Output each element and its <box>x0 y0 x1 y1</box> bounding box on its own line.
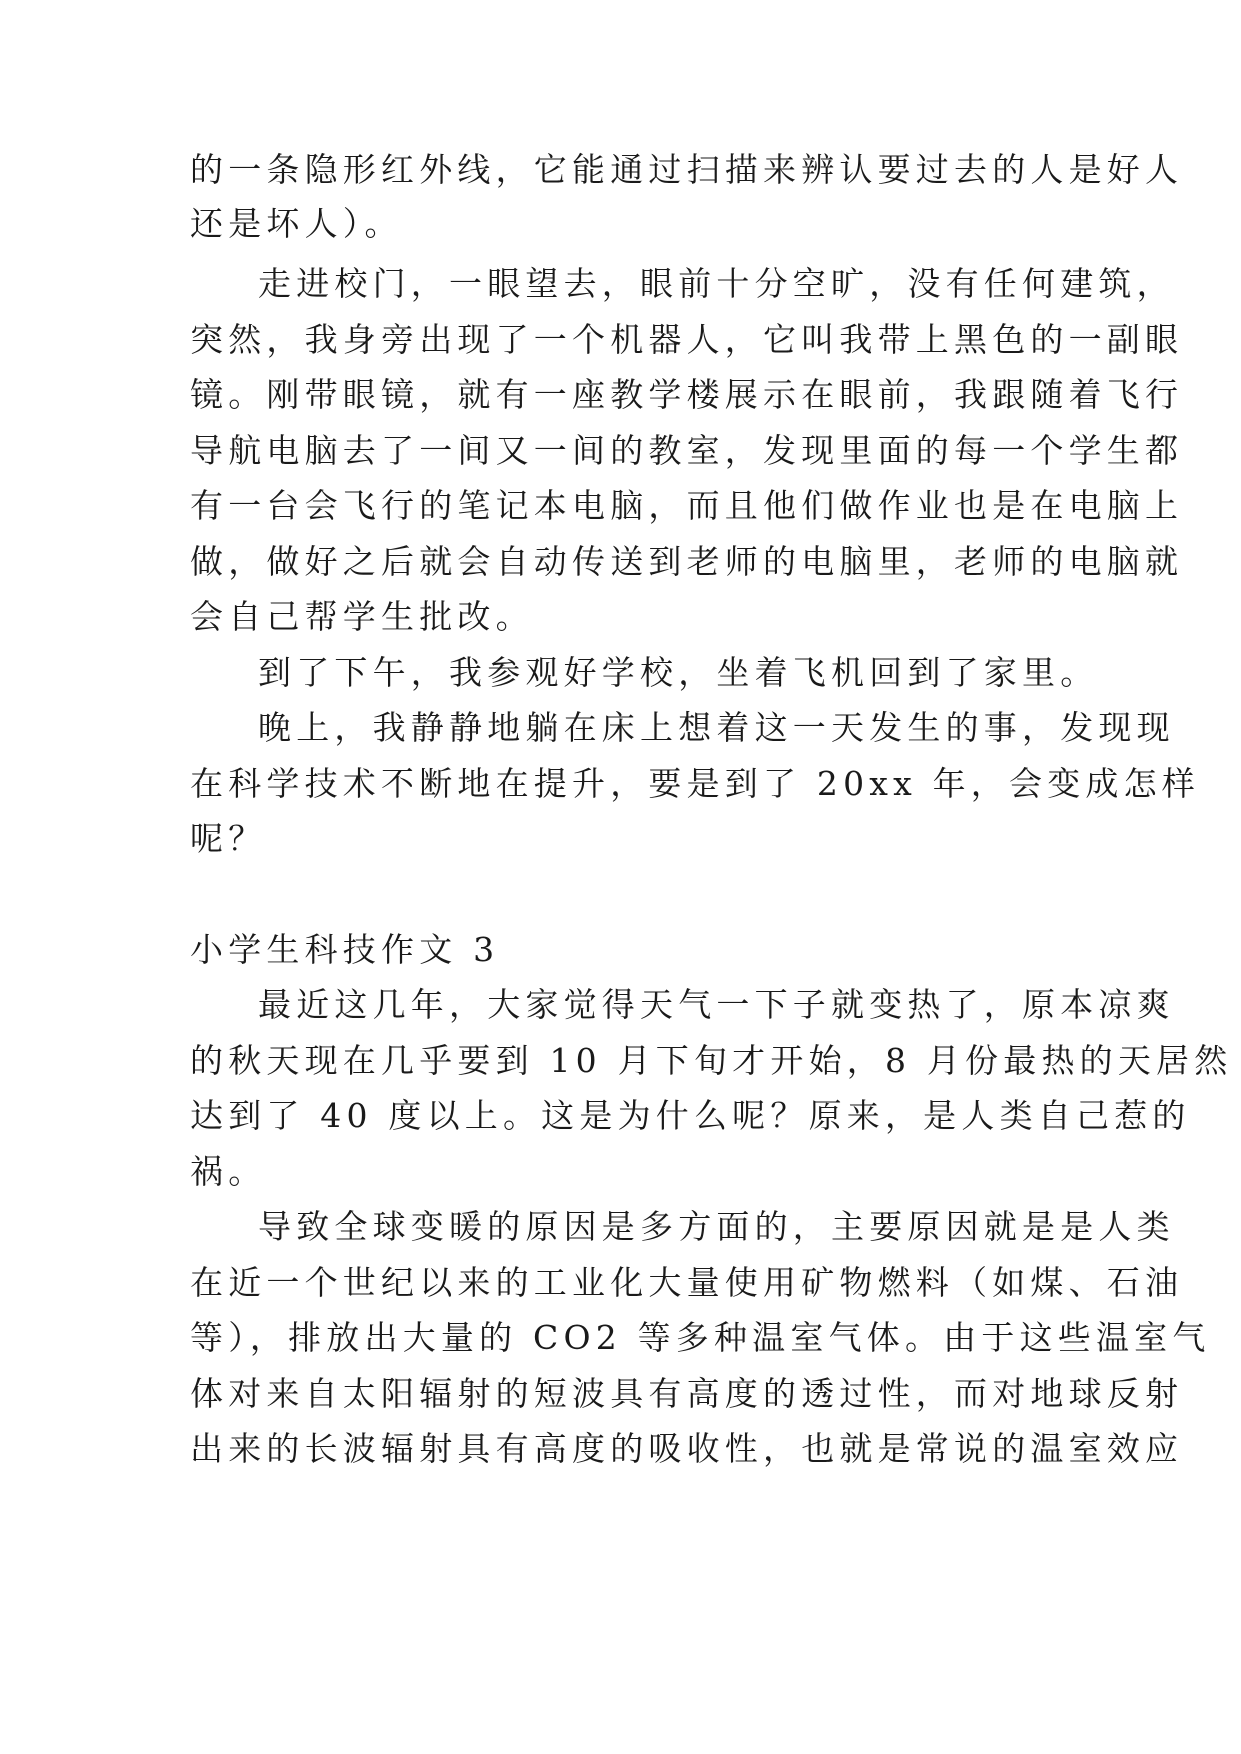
paragraph-first-line: 晚上，我静静地躺在床上想着这一天发生的事，发现现 <box>258 708 1175 747</box>
text-line: 在科学技术不断地在提升，要是到了 20xx 年，会变成怎样 <box>190 764 1200 803</box>
paragraph-first-line: 导致全球变暖的原因是多方面的，主要原因就是是人类 <box>258 1207 1175 1246</box>
paragraph-first-line: 最近这几年，大家觉得天气一下子就变热了，原本凉爽 <box>258 985 1175 1024</box>
text-line: 的秋天现在几乎要到 10 月下旬才开始，8 月份最热的天居然 <box>190 1041 1233 1080</box>
text-line: 还是坏人）。 <box>190 204 403 243</box>
text-line: 的一条隐形红外线，它能通过扫描来辨认要过去的人是好人 <box>190 150 1184 189</box>
text-line: 做，做好之后就会自动传送到老师的电脑里，老师的电脑就 <box>190 542 1184 581</box>
text-line: 出来的长波辐射具有高度的吸收性，也就是常说的温室效应 <box>190 1429 1184 1468</box>
text-line: 镜。刚带眼镜，就有一座教学楼展示在眼前，我跟随着飞行 <box>190 375 1184 414</box>
text-line: 导航电脑去了一间又一间的教室，发现里面的每一个学生都 <box>190 431 1184 470</box>
text-line: 有一台会飞行的笔记本电脑，而且他们做作业也是在电脑上 <box>190 486 1184 525</box>
text-line: 会自己帮学生批改。 <box>190 597 534 636</box>
section-heading: 小学生科技作文 3 <box>190 930 500 969</box>
paragraph-first-line: 走进校门，一眼望去，眼前十分空旷，没有任何建筑， <box>258 264 1175 303</box>
paragraph-first-line: 到了下午，我参观好学校，坐着飞机回到了家里。 <box>258 653 1099 692</box>
text-line: 突然，我身旁出现了一个机器人，它叫我带上黑色的一副眼 <box>190 320 1184 359</box>
text-line: 呢？ <box>190 819 267 858</box>
text-line: 等），排放出大量的 CO2 等多种温室气体。由于这些温室气 <box>190 1318 1211 1357</box>
text-line: 在近一个世纪以来的工业化大量使用矿物燃料（如煤、石油 <box>190 1263 1184 1302</box>
text-line: 体对来自太阳辐射的短波具有高度的透过性，而对地球反射 <box>190 1374 1184 1413</box>
text-line: 祸。 <box>190 1152 267 1191</box>
text-line: 达到了 40 度以上。这是为什么呢？原来，是人类自己惹的 <box>190 1096 1191 1135</box>
